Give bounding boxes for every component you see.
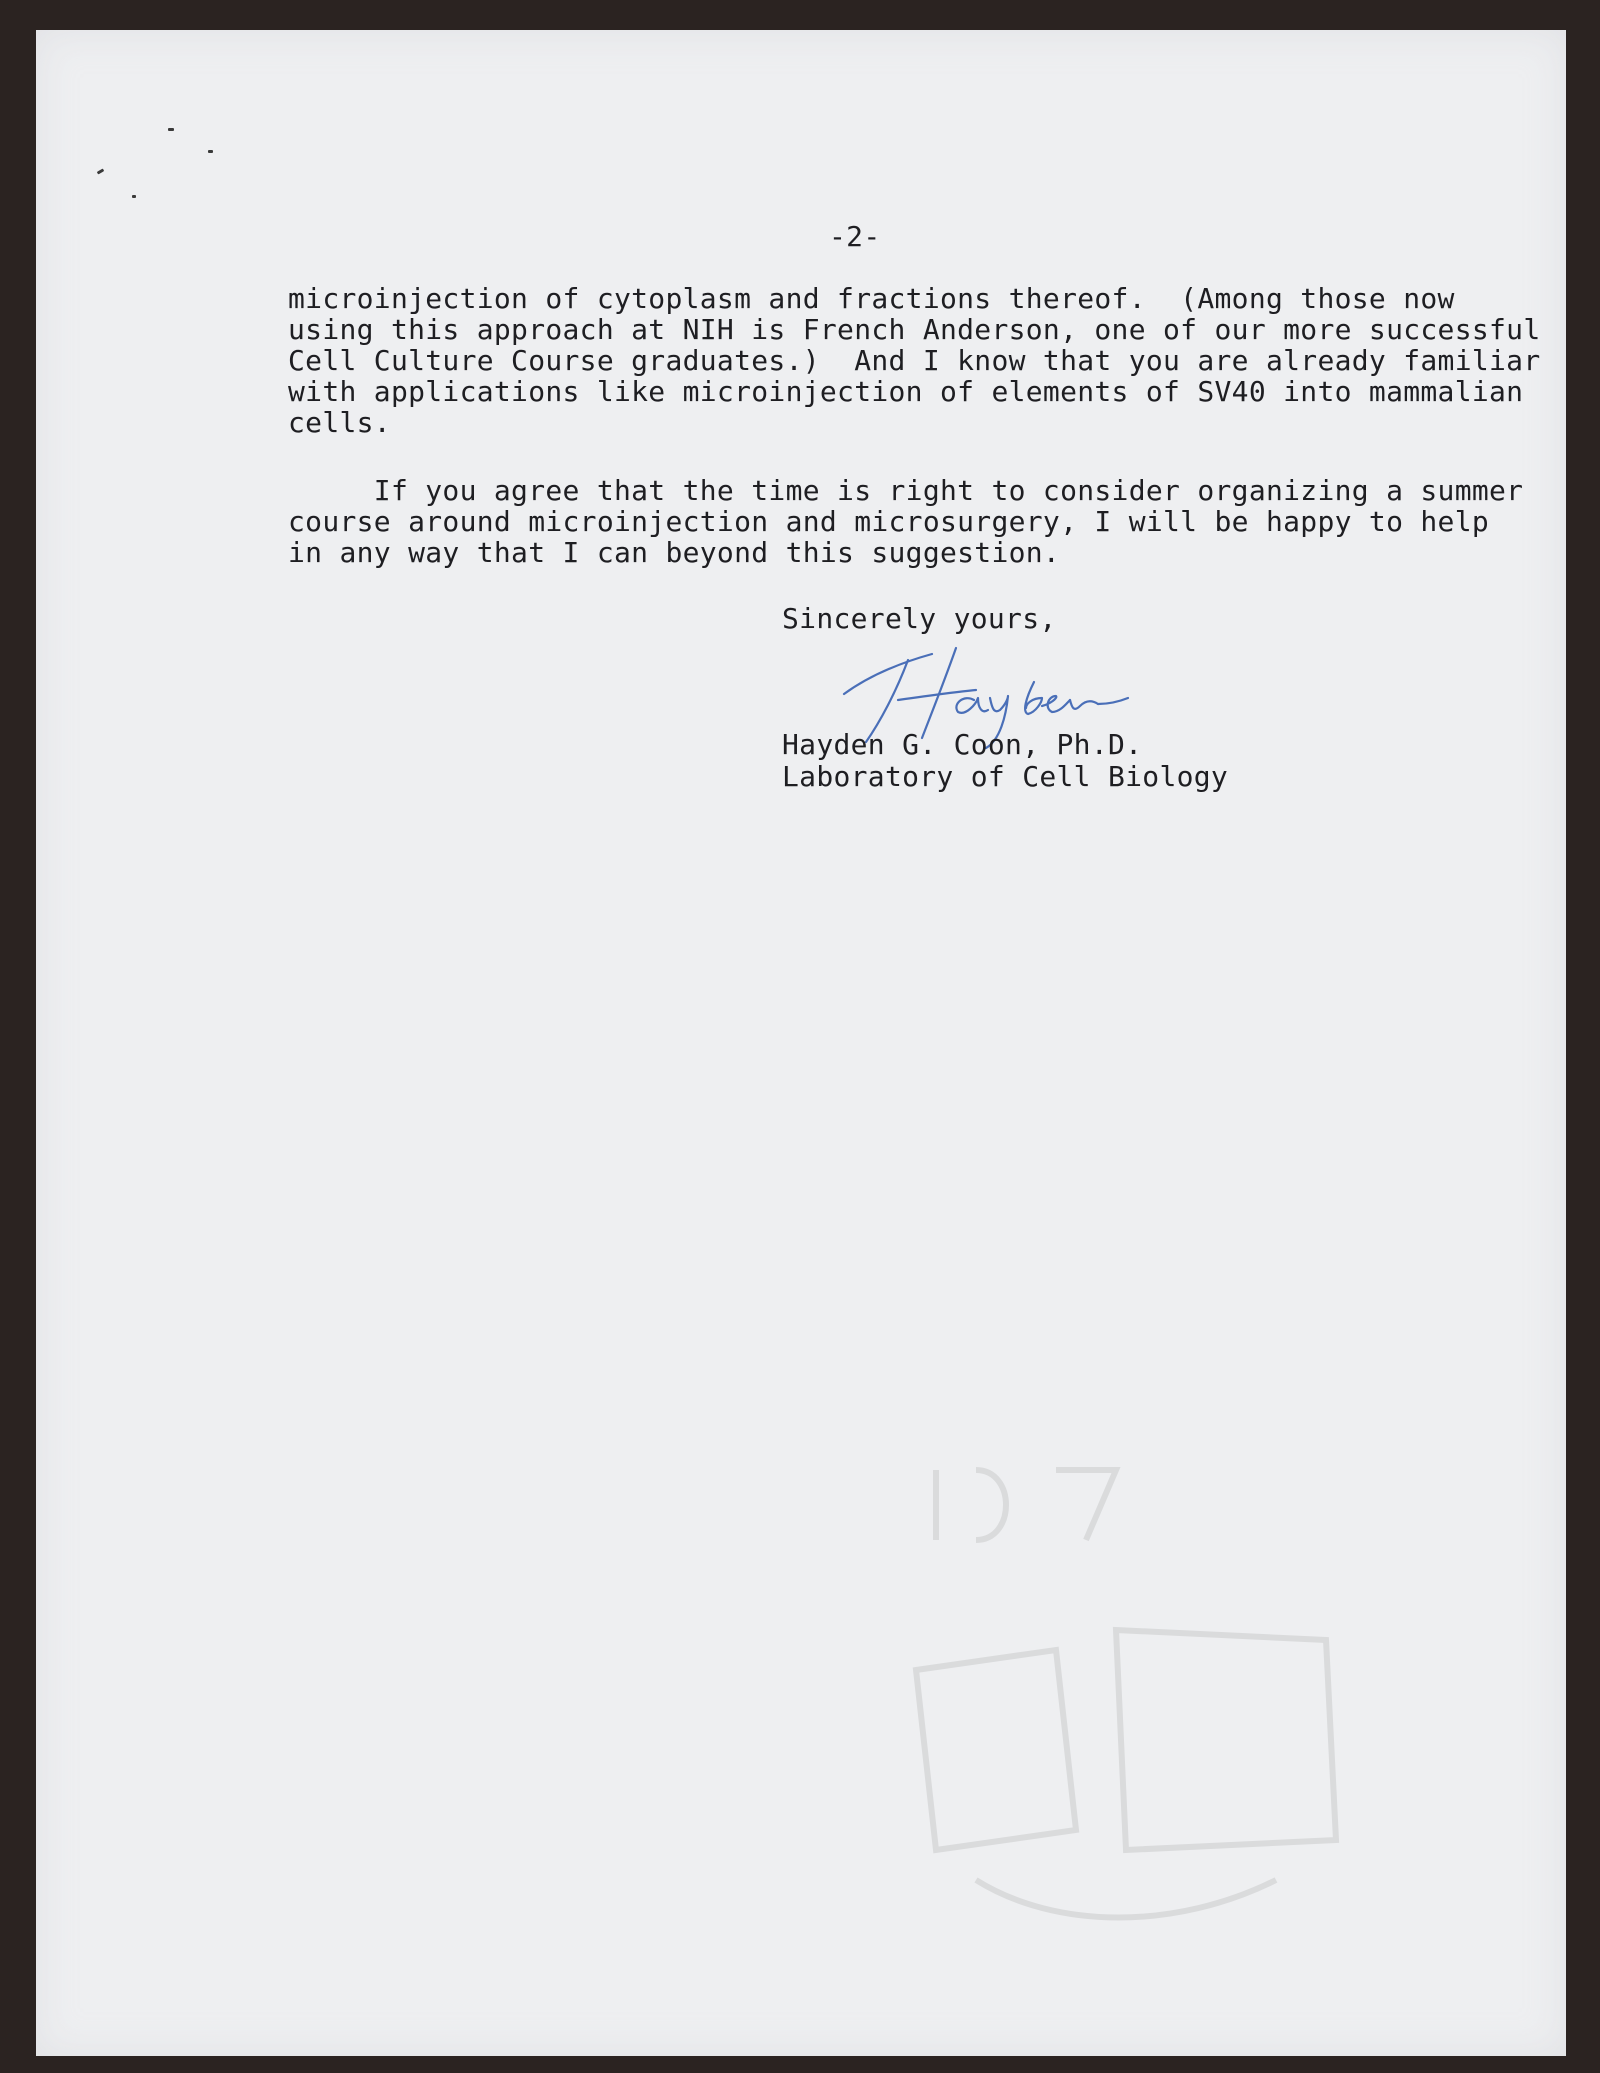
letter-page [36,30,1566,2056]
speck [132,195,136,198]
body-paragraph-1 [288,283,1541,438]
text-line: Cell Culture Course graduates.) And I know that you are already familiar [288,344,1541,377]
speck [168,128,174,131]
text-line: cells. [288,406,391,439]
page-number: -2- [829,220,881,253]
text-line: microinjection of cytoplasm and fractions thereof. (Among those now [288,282,1455,315]
text-line: using this approach at NIH is French Anderson, one of our more successful [288,313,1541,346]
speck [208,150,213,153]
closing-salutation: Sincerely yours, [782,602,1057,635]
text-line: in any way that I can beyond this suggestion. [288,536,1061,569]
signer-name: Hayden G. Coon, Ph.D. [782,728,1143,761]
bleed-through-mark [856,1410,1416,1970]
speck [97,168,105,174]
signer-department: Laboratory of Cell Biology [782,760,1229,793]
body-paragraph-2 [288,475,1523,568]
text-line: with applications like microinjection of elements of SV40 into mammalian [288,375,1524,408]
text-line: course around microinjection and microsurgery, I will be happy to help [288,505,1490,538]
text-line: If you agree that the time is right to consider organizing a summer [288,474,1524,507]
